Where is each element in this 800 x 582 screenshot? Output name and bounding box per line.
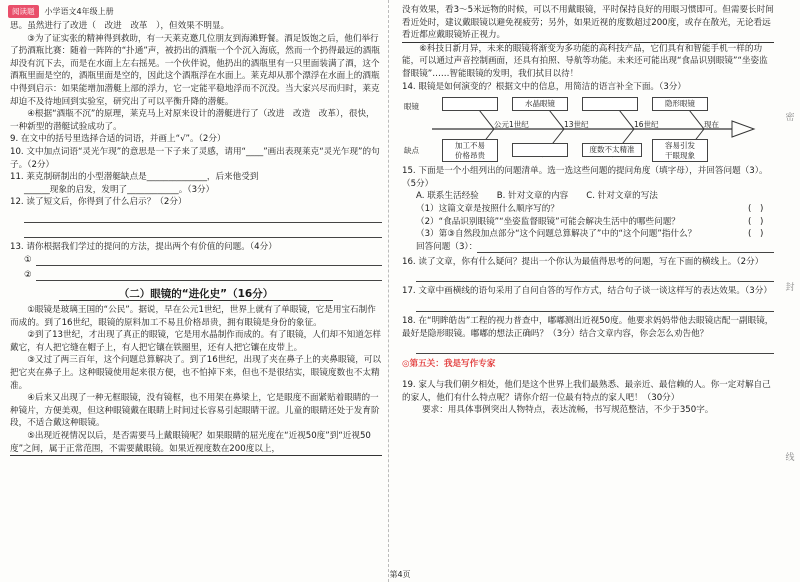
q15-item-3: （3）第③自然段加点部分“这个问题总算解决了”中的“这个问题”指什么？ ( ) <box>402 228 774 241</box>
article-paragraph-1: ①眼镜是玻璃王国的“公民”。据说，早在公元1世纪，世界上就有了单眼镜，它是用宝石制作而成的。到了16世纪，眼镜的原料加工不易且价格昂贵，拥有眼镜是身份的象征。 <box>10 305 376 328</box>
question-9: 9. 在文中的括号里选择合适的词语，并画上“√”。（2分） <box>10 134 226 145</box>
fishbone-diagram <box>402 95 774 163</box>
paragraph: ④根据“酒瓶不沉”的原理，莱克马上对原来设计的潜艇进行了（改进 改造 改革），很快，一种新型的潜艇试验成功了。 <box>10 109 375 132</box>
article-paragraph-6: ⑥科技日新月异，未来的眼镜将渐变为多功能的高科技产品，它们具有和智能手机一样的功能，可以通过声音控制画面，还具有拍照、导航等功能。未来还可能出现“食品识别眼镜”“坐姿监督眼镜”……智能眼镜的发明，我们拭目以待！ <box>402 43 768 79</box>
answer-row-2: ② <box>10 269 382 284</box>
article-paragraph-5-cont: 没有效果，看3～5米远物的时候，可以不用戴眼镜，平时保持良好的用眼习惯即可。但需要长时间看近处时，建议戴眼镜以避免视疲劳；另外，如果近视的度数超过200度，或存在散光，无论看远看近都应戴眼镜矫正视力。 <box>402 4 774 43</box>
row-label-bottom: 缺点 <box>404 146 419 156</box>
answer-row-1: ① <box>10 254 382 269</box>
section-5-title: ◎第五关：我是写作专家 <box>402 359 496 370</box>
question-13: 13. 请你根据我们学过的提问的方法，提出两个有价值的问题。（4分） <box>10 241 277 252</box>
fishbone-bottom-box: 加工不易 价格昂贵 <box>442 139 498 162</box>
binding-line <box>388 0 397 582</box>
page-number: 第4页 <box>389 570 411 579</box>
answer-line[interactable] <box>416 270 774 282</box>
question-16: 16. 读了文章，你有什么疑问？提出一个你认为最值得思考的问题，写在下面的横线上。（2分） <box>402 256 764 267</box>
fishbone-top-box: 水晶眼镜 <box>512 97 568 111</box>
question-19: 19. 家人与我们朝夕相处，他们是这个世界上我们最熟悉、最亲近、最信赖的人。你一定对解自己的家人，他们有什么特点呢？请你介绍一位最有特点的家人吧！（30分） <box>402 380 771 403</box>
side-mark: 密 <box>785 113 795 123</box>
question-14: 14. 眼镜是如何演变的？根据文中的信息，用简洁的语言补全下面。（3分） <box>402 81 686 92</box>
question-11-line2: ______现象的启发，发明了____________。（3分） <box>24 184 215 195</box>
left-column <box>10 20 382 456</box>
side-mark: 封 <box>785 283 795 293</box>
answer-line[interactable] <box>36 269 382 281</box>
q15-answer-row: 回答问题（3）： <box>402 241 774 256</box>
article-paragraph-3: ③又过了两三百年，这个问题总算解决了。到了16世纪，出现了夹在鼻子上的夹鼻眼镜，可以把它夹在鼻子上。这种眼镜使用起来很方便，也不怕掉下来，但也不是很结实，眼镜度数也不太精准。 <box>10 355 381 391</box>
question-12: 12. 读了短文后，你得到了什么启示？（2分） <box>10 197 187 208</box>
answer-line[interactable] <box>416 300 774 312</box>
answer-line[interactable] <box>24 211 382 223</box>
answer-line[interactable] <box>36 254 382 266</box>
fishbone-top-box: 隐形眼镜 <box>652 97 708 111</box>
fishbone-blank[interactable] <box>442 97 498 111</box>
paragraph: ③为了证实张的精神得到救助，有一天莱克邀几位朋友到海滩野餐。酒足饭饱之后，他们举行了扔酒瓶比赛：随着一阵阵的“扑通”声，被扔出的酒瓶一个个沉入海底，然而一个扔得最远的酒瓶却没有沉下去，而是在水面上左右摇晃。一个伙伴说，他扔出的酒瓶里有一只里面装满了酒，这个酒瓶里面是空的，酒瓶里面是空的，因此这个酒瓶浮在水面上。莱克却从那个漂浮在水面上的酒瓶中得到启示：如果能增加潜艇上部的浮力，它一定能平稳地浮而不沉没。当大家兴尽而归时，莱克却迫不及待地回到实验室，研究出了可以平衡升降的潜艇。 <box>10 33 380 107</box>
section-tag: 阅读题 <box>8 5 39 18</box>
answer-paren[interactable]: ( ) <box>748 216 764 227</box>
section-title: （二）眼镜的“进化史”（16分） <box>10 288 382 301</box>
fishbone-bottom-box: 容易引发 干眼现象 <box>652 139 708 162</box>
article-paragraph-4: ④后来又出现了一种无框眼镜，没有镜框，也不用架在鼻梁上，它是眼度不面紧贴着眼睛的一种镜片，方便美观，但这种眼镜戴在眼睛上时间过长容易引起眼睛干涩。儿童的眼睛还处于发育阶段，不适合戴这种眼镜。 <box>10 393 380 429</box>
answer-line[interactable] <box>477 241 774 253</box>
article-paragraph-2: ②到了13世纪，才出现了真正的眼镜，它是用水晶制作而成的。有了眼镜，人们却不知道怎样戴它，有人把它缝在帽子上，有人把它镶在铁圈里，还有人把它镶在皮带上。 <box>10 330 381 353</box>
page-header <box>8 4 114 18</box>
timeline-label: 现在 <box>704 120 719 130</box>
fishbone-bottom-box: 度数不太精准 <box>582 143 642 157</box>
article-paragraph-5: ⑤出现近视情况以后，是否需要马上戴眼镜呢？如果眼睛的屈光度在“近视50度”到“近视50度”之间，属于正常范围，不需要戴眼镜。如果近视度数在200度以上， <box>10 430 382 456</box>
right-column <box>402 4 774 417</box>
timeline-label: 16世纪 <box>634 120 659 130</box>
answer-line[interactable] <box>24 226 382 238</box>
question-18: 18. 在“明眸皓齿”工程的视力普查中，嘟嘟测出近视50度。他要求妈妈带他去眼镜店配一副眼镜，最好是隐形眼镜。嘟嘟的想法正确吗？（3分）结合文章内容，你会怎么劝告他？ <box>402 315 774 339</box>
q15-item-2: （2）“食品识别眼镜”“坐姿监督眼镜”可能会解决生活中的哪些问题？ ( ) <box>402 216 774 229</box>
answer-line[interactable] <box>416 342 774 354</box>
writing-requirement: 要求：用具体事例突出人物特点，表达流畅，书写规范整洁，不少于350字。 <box>422 405 714 416</box>
question-11-line1: 11. 莱克制研制出的小型潜艇缺点是______________，后来他受到 <box>10 172 259 183</box>
q15-item-1: （1）这篇文章是按照什么顺序写的？ ( ) <box>402 203 774 216</box>
question-10: 10. 文中加点词语“灵光乍现”的意思是一下子来了灵感，请用“____”画出表现莱克“灵光乍现”的句子。（2分） <box>10 146 380 170</box>
fishbone-blank[interactable] <box>512 143 568 157</box>
answer-paren[interactable]: ( ) <box>748 203 764 214</box>
paragraph: 思。虽然进行了改进（ 改进 改革 ），但效果不明显。 <box>10 21 230 31</box>
fishbone-blank[interactable] <box>582 97 638 111</box>
answer-paren[interactable]: ( ) <box>748 229 764 240</box>
timeline-label: 公元1世纪 <box>494 120 529 130</box>
question-17: 17. 文章中画横线的语句采用了自问自答的写作方式，结合句子谈一谈这样写的表达效果。（3分） <box>402 286 772 297</box>
book-title: 小学语文4年级上册 <box>44 6 114 16</box>
question-15: 15. 下面是一个小组列出的问题清单。选一选这些问题的提问角度（填字母），并回答问题（3）。（5分） <box>402 166 768 189</box>
timeline-label: 13世纪 <box>564 120 589 130</box>
row-label-top: 眼镜 <box>404 102 419 112</box>
side-mark: 线 <box>785 453 795 463</box>
q15-options: A. 联系生活经验 B. 针对文章的内容 C. 针对文章的写法 <box>416 191 658 202</box>
